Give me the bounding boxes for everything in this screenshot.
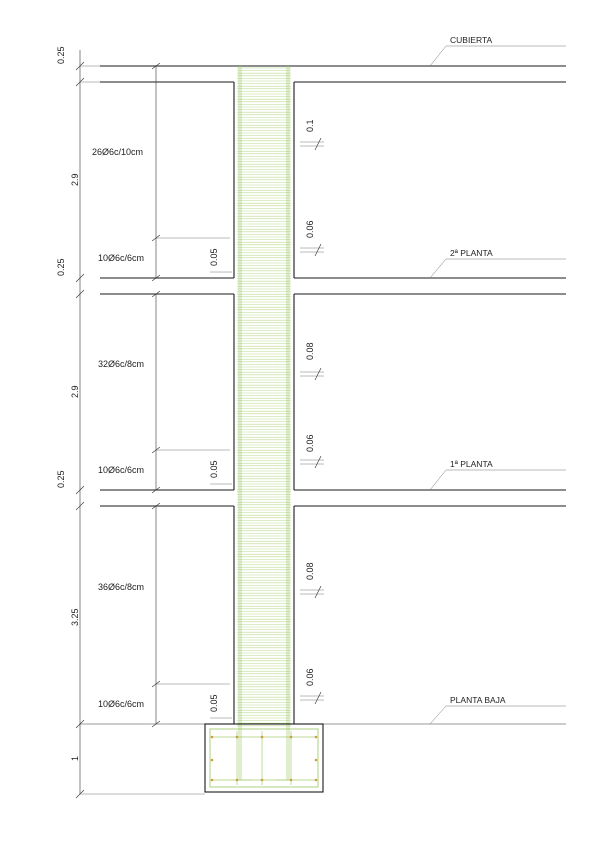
footing-bar-dot xyxy=(236,736,239,739)
dim-story-3: 2.9 xyxy=(70,173,80,186)
level-label-cubierta: CUBIERTA xyxy=(450,35,493,45)
spacing-story-1-top: 0.08 xyxy=(305,562,315,580)
dim-slab-2: 0.25 xyxy=(56,258,66,276)
stirrup-label-story-2-end: 10Ø6c/6cm xyxy=(98,465,145,475)
footing-bar-dot xyxy=(211,759,214,762)
footing-bar-dot xyxy=(261,736,264,739)
spacing-tick xyxy=(315,586,321,598)
stirrup-label-story-1-end: 10Ø6c/6cm xyxy=(98,699,145,709)
dim-story-1: 3.25 xyxy=(70,608,80,626)
vertical-dimension-chain xyxy=(76,50,205,798)
footing-bar-dot xyxy=(290,736,293,739)
dim-footing: 1 xyxy=(70,755,80,761)
level-label-1-planta: 1ª PLANTA xyxy=(450,459,493,469)
spacing-story-3-top: 0.1 xyxy=(305,119,315,132)
spacing-tick xyxy=(315,368,321,380)
spacing-story-3-end: 0.05 xyxy=(209,248,219,266)
end-spacing-marks xyxy=(210,272,232,718)
level-label-planta-baja: PLANTA BAJA xyxy=(450,695,506,705)
spacing-tick xyxy=(315,692,321,704)
spacing-story-3-mid: 0.06 xyxy=(305,220,315,238)
footing-bar-dot xyxy=(290,779,293,782)
stirrup-zone-dimensions xyxy=(152,63,230,727)
footing-bar-dot xyxy=(315,759,318,762)
footing-bar-dot xyxy=(315,736,318,739)
level-callout-leaders xyxy=(430,46,566,724)
stirrup-label-story-2-main: 32Ø6c/8cm xyxy=(98,359,145,369)
footing-bar-dot xyxy=(261,779,264,782)
column-outline xyxy=(234,82,294,724)
column-rebar xyxy=(237,66,291,780)
stirrup-label-story-3-end: 10Ø6c/6cm xyxy=(98,253,145,263)
spacing-story-2-top: 0.08 xyxy=(305,342,315,360)
stirrup-label-story-3-main: 26Ø6c/10cm xyxy=(92,147,144,157)
spacing-story-2-end: 0.05 xyxy=(209,460,219,478)
dim-slab-1: 0.25 xyxy=(56,46,66,64)
footing xyxy=(205,724,323,792)
spacing-story-1-mid: 0.06 xyxy=(305,668,315,686)
dim-story-2: 2.9 xyxy=(70,385,80,398)
footing-bar-dot xyxy=(315,779,318,782)
level-label-2-planta: 2ª PLANTA xyxy=(450,248,493,258)
spacing-story-2-mid: 0.06 xyxy=(305,434,315,452)
dim-slab-3: 0.25 xyxy=(56,470,66,488)
stirrup-label-story-1-main: 36Ø6c/8cm xyxy=(98,582,145,592)
spacing-tick xyxy=(315,456,321,468)
footing-bar-dot xyxy=(211,779,214,782)
slab-lines xyxy=(80,66,566,724)
footing-bar-dot xyxy=(236,779,239,782)
spacing-tick xyxy=(315,138,321,150)
footing-rebar xyxy=(211,731,318,785)
spacing-story-1-end: 0.05 xyxy=(209,694,219,712)
spacing-tick xyxy=(315,244,321,256)
footing-bar-dot xyxy=(211,736,214,739)
